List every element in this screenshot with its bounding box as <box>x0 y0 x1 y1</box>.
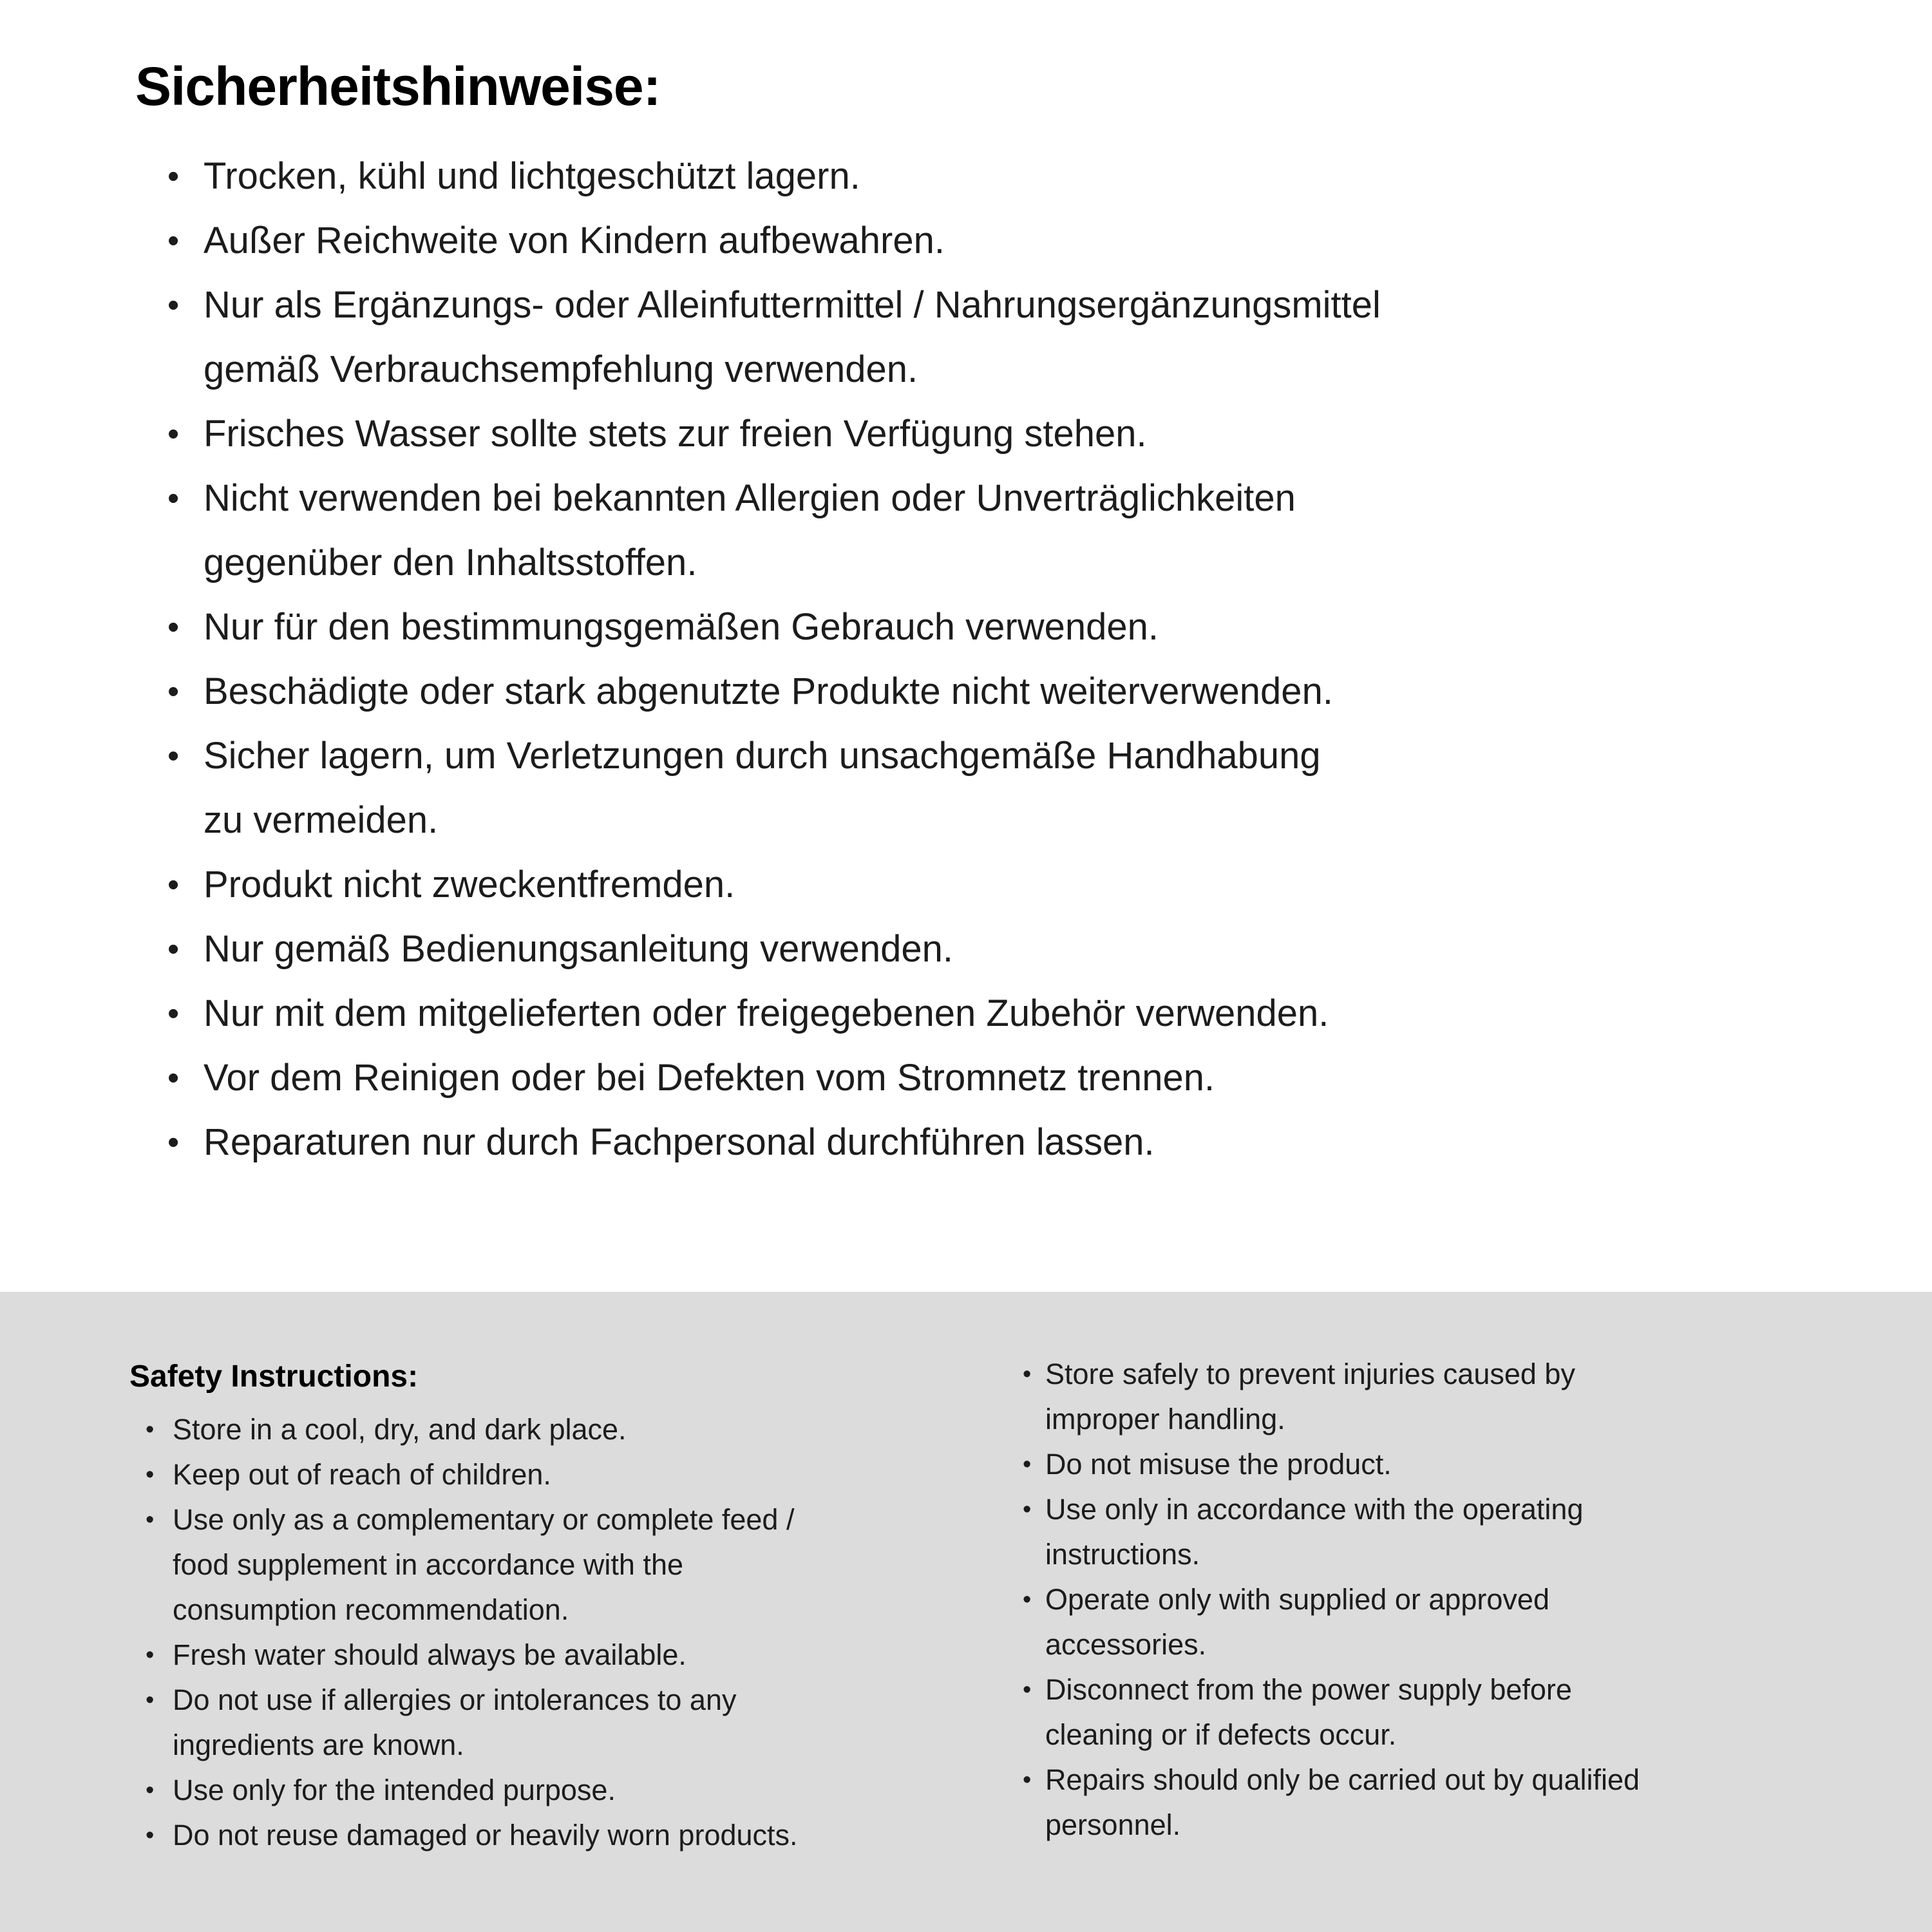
list-item <box>146 1452 798 1497</box>
german-section-title: Sicherheitshinweise: <box>135 56 661 117</box>
list-item <box>1023 1487 1640 1577</box>
item-line: • Reparaturen nur durch Fachpersonal durchführen lassen. <box>204 1121 1155 1163</box>
list-item <box>166 1110 1932 1175</box>
english-left-column <box>129 1354 798 1858</box>
english-section-title: Safety Instructions: <box>129 1359 419 1394</box>
list-item <box>146 1407 798 1452</box>
item-line: gegenüber den Inhaltsstoffen. <box>204 542 697 583</box>
list-item <box>146 1813 798 1858</box>
item-line: • Nur für den bestimmungsgemäßen Gebrauch verwenden. <box>204 606 1159 648</box>
list-item <box>146 1633 798 1678</box>
item-line: • Fresh water should always be available. <box>173 1638 687 1671</box>
item-line: • Sicher lagern, um Verletzungen durch unsachgemäße Handhabung <box>204 735 1321 777</box>
item-line: • Operate only with supplied or approved <box>1045 1583 1549 1616</box>
list-item <box>166 724 1932 853</box>
list-item <box>146 1497 798 1633</box>
list-item <box>166 659 1932 724</box>
item-line: • Vor dem Reinigen oder bei Defekten vom Stromnetz trennen. <box>204 1057 1215 1099</box>
item-line: • Nur gemäß Bedienungsanleitung verwenden. <box>204 928 953 970</box>
item-line: consumption recommendation. <box>173 1593 569 1626</box>
english-left-list <box>129 1407 798 1858</box>
list-item <box>146 1768 798 1813</box>
list-item <box>166 209 1932 273</box>
item-line: • Use only for the intended purpose. <box>173 1774 616 1806</box>
list-item <box>1023 1757 1640 1848</box>
item-line: • Use only in accordance with the operating <box>1045 1493 1584 1526</box>
item-line: food supplement in accordance with the <box>173 1548 683 1581</box>
item-line: • Nur mit dem mitgelieferten oder freigegebenen Zubehör verwenden. <box>204 992 1329 1034</box>
item-line: • Beschädigte oder stark abgenutzte Produkte nicht weiterverwenden. <box>204 670 1333 712</box>
item-line: • Nur als Ergänzungs- oder Alleinfuttermittel / Nahrungsergänzungsmittel <box>204 284 1381 326</box>
item-line: • Repairs should only be carried out by qualified <box>1045 1763 1640 1796</box>
item-line: cleaning or if defects occur. <box>1045 1718 1397 1751</box>
english-instructions-band <box>0 1292 1932 1932</box>
item-line: • Trocken, kühl und lichtgeschützt lagern. <box>204 155 860 197</box>
item-line: improper handling. <box>1045 1403 1285 1435</box>
list-item <box>166 853 1932 917</box>
item-line: • Do not use if allergies or intolerances to any <box>173 1683 737 1716</box>
item-line: • Produkt nicht zweckentfremden. <box>204 864 735 905</box>
item-line: • Store safely to prevent injuries caused by <box>1045 1358 1575 1390</box>
list-item <box>166 466 1932 595</box>
list-item <box>146 1678 798 1768</box>
list-item <box>166 273 1932 402</box>
english-right-list <box>1023 1352 1640 1848</box>
list-item <box>1023 1352 1640 1442</box>
list-item <box>166 595 1932 659</box>
item-line: • Frisches Wasser sollte stets zur freien Verfügung stehen. <box>204 413 1147 455</box>
item-line: accessories. <box>1045 1628 1207 1661</box>
item-line: • Do not reuse damaged or heavily worn products. <box>173 1819 798 1852</box>
list-item <box>166 402 1932 466</box>
german-instructions-list <box>166 144 1932 1175</box>
item-line: • Außer Reichweite von Kindern aufbewahren. <box>204 220 945 261</box>
item-line: • Do not misuse the product. <box>1045 1448 1392 1481</box>
list-item <box>166 981 1932 1046</box>
list-item <box>1023 1577 1640 1667</box>
item-line: • Keep out of reach of children. <box>173 1458 551 1491</box>
list-item <box>166 917 1932 981</box>
list-item <box>166 1046 1932 1110</box>
list-item <box>1023 1442 1640 1487</box>
item-line: • Nicht verwenden bei bekannten Allergien oder Unverträglichkeiten <box>204 477 1296 519</box>
item-line: gemäß Verbrauchsempfehlung verwenden. <box>204 348 918 390</box>
item-line: instructions. <box>1045 1538 1200 1571</box>
item-line: personnel. <box>1045 1808 1181 1841</box>
item-line: ingredients are known. <box>173 1728 464 1761</box>
item-line: • Disconnect from the power supply before <box>1045 1673 1572 1706</box>
item-line: • Store in a cool, dry, and dark place. <box>173 1413 627 1446</box>
item-line: • Use only as a complementary or complete feed / <box>173 1503 795 1536</box>
list-item <box>166 144 1932 209</box>
list-item <box>1023 1667 1640 1757</box>
english-right-column <box>1023 1352 1640 1848</box>
item-line: zu vermeiden. <box>204 799 439 841</box>
